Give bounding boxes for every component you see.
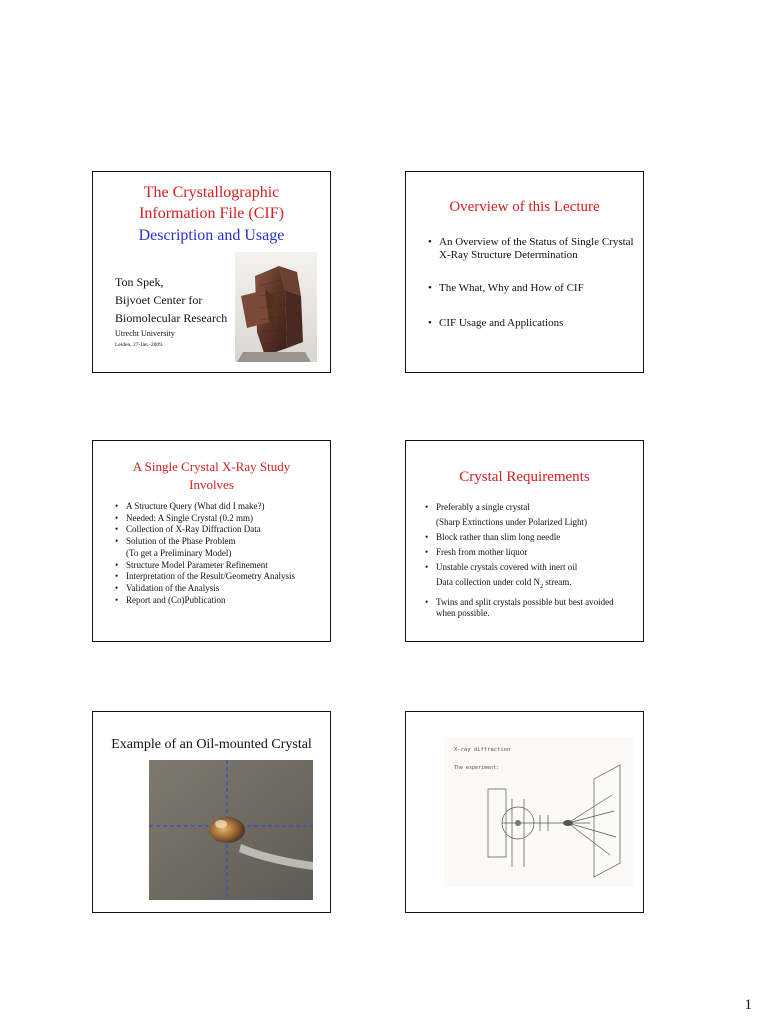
requirements-list (425, 502, 614, 619)
crystal-photo (235, 252, 317, 362)
requirement-item: • Block rather than slim long needle (425, 532, 614, 543)
requirement-item: • Preferably a single crystal (425, 502, 614, 513)
requirement-item-continuation (425, 577, 614, 593)
study-item: • Collection of X-Ray Diffraction Data (115, 524, 295, 536)
slide-xray-diffraction (405, 711, 644, 913)
university: Utrecht University (115, 329, 175, 338)
slide-title (92, 171, 331, 373)
slide-overview (405, 171, 644, 373)
slide-xray-study (92, 440, 331, 642)
requirement-item: • Fresh from mother liquor (425, 547, 614, 558)
author-name: Ton Spek, (115, 275, 164, 289)
overview-item: • The What, Why and How of CIF (428, 282, 634, 295)
subscript-2: 2 (539, 583, 543, 590)
overview-item-line2: X-Ray Structure Determination (439, 249, 578, 261)
diagram-subcaption: The experiment: (454, 765, 500, 771)
overview-item-line1: An Overview of the Status of Single Crystal (439, 236, 634, 248)
overview-list (428, 236, 634, 330)
diagram-caption: X-ray diffraction (454, 747, 511, 753)
slide5-title: Example of an Oil-mounted Crystal (111, 737, 312, 752)
slide3-title-line1: A Single Crystal X-Ray Study (132, 459, 291, 474)
overview-item: • CIF Usage and Applications (428, 317, 634, 330)
oil-crystal-photo (149, 760, 313, 900)
slide3-title-line2: Involves (189, 477, 234, 492)
slide1-subtitle: Description and Usage (138, 227, 285, 244)
overview-item (428, 236, 634, 262)
affiliation-line1: Bijvoet Center for (115, 293, 203, 307)
requirement-line1: Twins and split crystals possible but best avoided (436, 596, 614, 607)
study-item: • Structure Model Parameter Refinement (115, 560, 295, 572)
study-item: • Report and (Co)Publication (115, 595, 295, 607)
study-item: • Validation of the Analysis (115, 583, 295, 595)
study-list (115, 501, 295, 606)
requirement-text-end: stream. (542, 577, 572, 587)
requirement-text: Data collection under cold N (436, 577, 540, 587)
affiliation-line2: Biomolecular Research (115, 311, 228, 325)
requirement-line2: when possible. (436, 607, 490, 618)
slide2-title: Overview of this Lecture (449, 199, 600, 215)
study-item: • Interpretation of the Result/Geometry Analysis (115, 571, 295, 583)
study-item-continuation: (To get a Preliminary Model) (126, 547, 232, 558)
study-item: • Solution of the Phase Problem (115, 536, 295, 548)
slide-oil-mounted-crystal (92, 711, 331, 913)
page-number: 1 (744, 997, 752, 1013)
requirement-item: • Unstable crystals covered with inert oil (425, 562, 614, 573)
slide-crystal-requirements (405, 440, 644, 642)
xray-diffraction-diagram (444, 737, 634, 887)
date: Leiden, 27-Jan.-2009. (115, 342, 164, 348)
slide1-title-line1: The Crystallographic (143, 184, 280, 201)
slide4-title: Crystal Requirements (459, 469, 590, 485)
requirement-item (425, 597, 614, 619)
study-item: • Needed: A Single Crystal (0.2 mm) (115, 513, 295, 525)
study-item: • A Structure Query (What did I make?) (115, 501, 295, 513)
requirement-item-continuation: (Sharp Extinctions under Polarized Light) (436, 517, 587, 527)
slide1-title-line2: Information File (CIF) (139, 205, 284, 222)
